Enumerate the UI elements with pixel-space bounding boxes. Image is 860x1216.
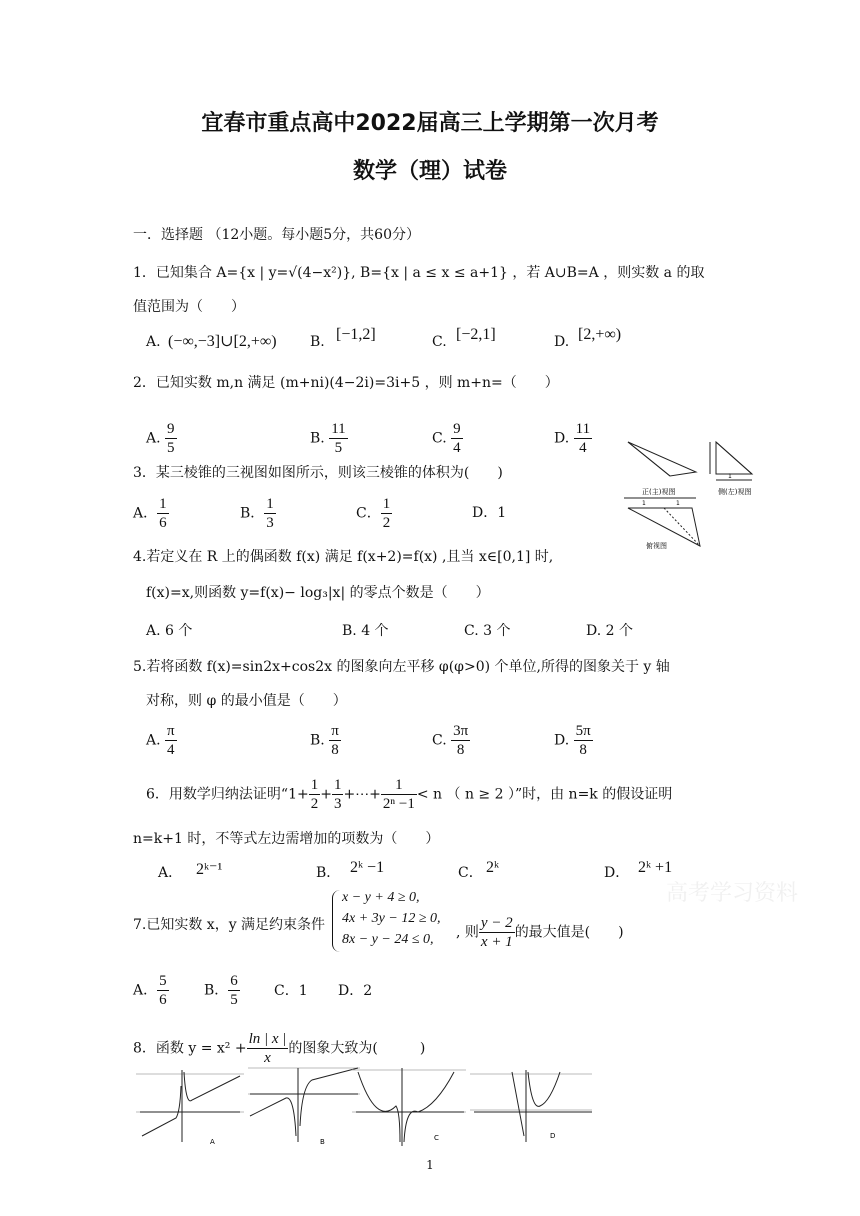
q1-option-b-label: B. — [310, 334, 325, 350]
q1-option-c-label: C. — [432, 334, 447, 350]
q4-option-b: B. 4 个 — [342, 623, 389, 639]
q6-option-c-label: C． — [458, 865, 483, 881]
q1-option-d: [2,+∞) — [578, 326, 622, 343]
q3-text: 3．某三棱锥的三视图如图所示，则该三棱锥的体积为( ) — [133, 465, 503, 481]
q6-option-b: 2ᵏ −1 — [350, 859, 385, 876]
q2-text: 2．已知实数 m,n 满足 (m+ni)(4−2i)=3i+5 ，则 m+n=（ ） — [133, 375, 559, 391]
q3-option-b: B． $\frac{1}{3}$ — [240, 496, 274, 531]
graph-d — [470, 1070, 592, 1142]
q3-option-c: C． $\frac{1}{2}$ — [356, 496, 391, 531]
q3-option-a: A． $\frac{1}{6}$ — [133, 496, 167, 531]
q1-option-a: (−∞,−3]∪[2,+∞) — [168, 333, 277, 350]
q6-text-cont: n=k+1 时，不等式左边需增加的项数为（ ） — [133, 831, 440, 847]
graph-d-label: D — [550, 1132, 556, 1140]
graph-a-label: A — [210, 1138, 215, 1146]
q4-text-cont: f(x)=x,则函数 y=f(x)− log₃|x| 的零点个数是（ ） — [146, 585, 490, 601]
side-view-label: 侧(左)视图 — [718, 488, 752, 496]
q7-option-d: D．2 — [338, 983, 373, 999]
q3-option-d: D．1 — [472, 505, 507, 521]
graph-a — [136, 1070, 244, 1142]
q4-option-a: A. 6 个 — [146, 623, 193, 639]
graph-c-label: C — [434, 1134, 439, 1142]
q7-option-b: B． $\frac{6}{5}$ — [204, 973, 238, 1008]
q7-constraint-2: 4x + 3y − 12 ≥ 0, — [342, 911, 441, 926]
q7-constraint-3: 8x − y − 24 ≤ 0, — [342, 932, 434, 947]
graph-b-label: B — [320, 1138, 325, 1146]
page-number: 1 — [426, 1158, 434, 1172]
q6-option-a: 2ᵏ⁻¹ — [196, 861, 223, 878]
q1-text-cont: 值范围为（ ） — [133, 299, 245, 315]
q2-option-c: C. $\frac{9}{4}$ — [432, 421, 461, 456]
top-view-dim-2: 1 — [676, 500, 680, 507]
section-heading: 一．选择题 （12小题。每小题5分，共60分） — [133, 227, 420, 243]
page-title: 宜春市重点高中2022届高三上学期第一次月考 — [201, 111, 659, 136]
q7-option-c: C．1 — [274, 983, 308, 999]
q7-constraint-1: x − y + 4 ≥ 0, — [342, 890, 420, 905]
q6-option-a-label: A． — [158, 865, 183, 881]
q1-text: 1．已知集合 A={x | y=√(4−x²)}, B={x | a ≤ x ≤ a+1} ，若 A∪B=A ，则实数 a 的取 — [133, 265, 705, 281]
q8-text: 8．函数 y = x² + $\frac{\ln | x |}{x}$ 的图象大致为( ) — [133, 1031, 426, 1066]
front-view — [628, 442, 696, 476]
q1-option-a-label: A. — [146, 334, 161, 350]
q4-option-d: D. 2 个 — [586, 623, 633, 639]
q2-option-d: D. $\frac{11}{4}$ — [554, 421, 591, 456]
page-subtitle: 数学（理）试卷 — [352, 159, 507, 184]
q7-text-cont: , 则 $\frac{y - 2}{x + 1}$ 的最大值是( ) — [456, 915, 624, 950]
q5-option-b: B. $\frac{\pi}{8}$ — [310, 723, 339, 758]
q6-option-b-label: B． — [316, 865, 341, 881]
q1-option-b: [−1,2] — [336, 326, 376, 343]
q1-option-c: [−2,1] — [456, 326, 496, 343]
q6-option-d-label: D． — [604, 865, 630, 881]
q5-text: 5.若将函数 f(x)=sin2x+cos2x 的图象向左平移 φ(φ>0) 个单位,所得的图象关于 y 轴 — [133, 659, 670, 675]
top-view — [624, 498, 700, 546]
top-view-dim-1: 1 — [642, 500, 646, 507]
q5-option-a: A. $\frac{\pi}{4}$ — [146, 723, 175, 758]
q7-option-a: A． $\frac{5}{6}$ — [133, 973, 167, 1008]
q8-graph-options — [136, 1066, 596, 1146]
q4-text: 4.若定义在 R 上的偶函数 f(x) 满足 f(x+2)=f(x) ,且当 x∈[0,1] 时, — [133, 549, 554, 565]
q1-option-d-label: D. — [554, 334, 570, 350]
graph-c — [352, 1068, 466, 1146]
q6-text: 6．用数学归纳法证明“1+ $\frac{1}{2}$ + $\frac{1}{3}$ +⋯+ $\frac{1}{\text{2ⁿ −1}}$ < n （ n ≥ 2 ）”时，由 n=k 的假设证明 — [146, 777, 673, 812]
q5-option-d: D. $\frac{5\pi}{8}$ — [554, 723, 591, 758]
q6-option-d: 2ᵏ +1 — [638, 859, 673, 876]
q7-brace — [332, 890, 341, 952]
q6-option-c: 2ᵏ — [486, 859, 500, 876]
q2-option-b: B. $\frac{11}{5}$ — [310, 421, 346, 456]
q5-option-c: C. $\frac{3\pi}{8}$ — [432, 723, 469, 758]
watermark: 高考学习资料 — [666, 881, 799, 906]
q7-text: 7.已知实数 x，y 满足约束条件 — [133, 917, 326, 933]
q2-option-a: A. $\frac{9}{5}$ — [146, 421, 175, 456]
top-view-label: 俯视图 — [646, 542, 667, 550]
side-view-dim: 1 — [728, 473, 732, 480]
graph-b — [248, 1068, 360, 1142]
front-view-label: 正(主)视图 — [642, 488, 676, 496]
three-view-figure — [620, 436, 770, 552]
q5-text-cont: 对称，则 φ 的最小值是（ ） — [146, 693, 347, 709]
q4-option-c: C. 3 个 — [464, 623, 511, 639]
